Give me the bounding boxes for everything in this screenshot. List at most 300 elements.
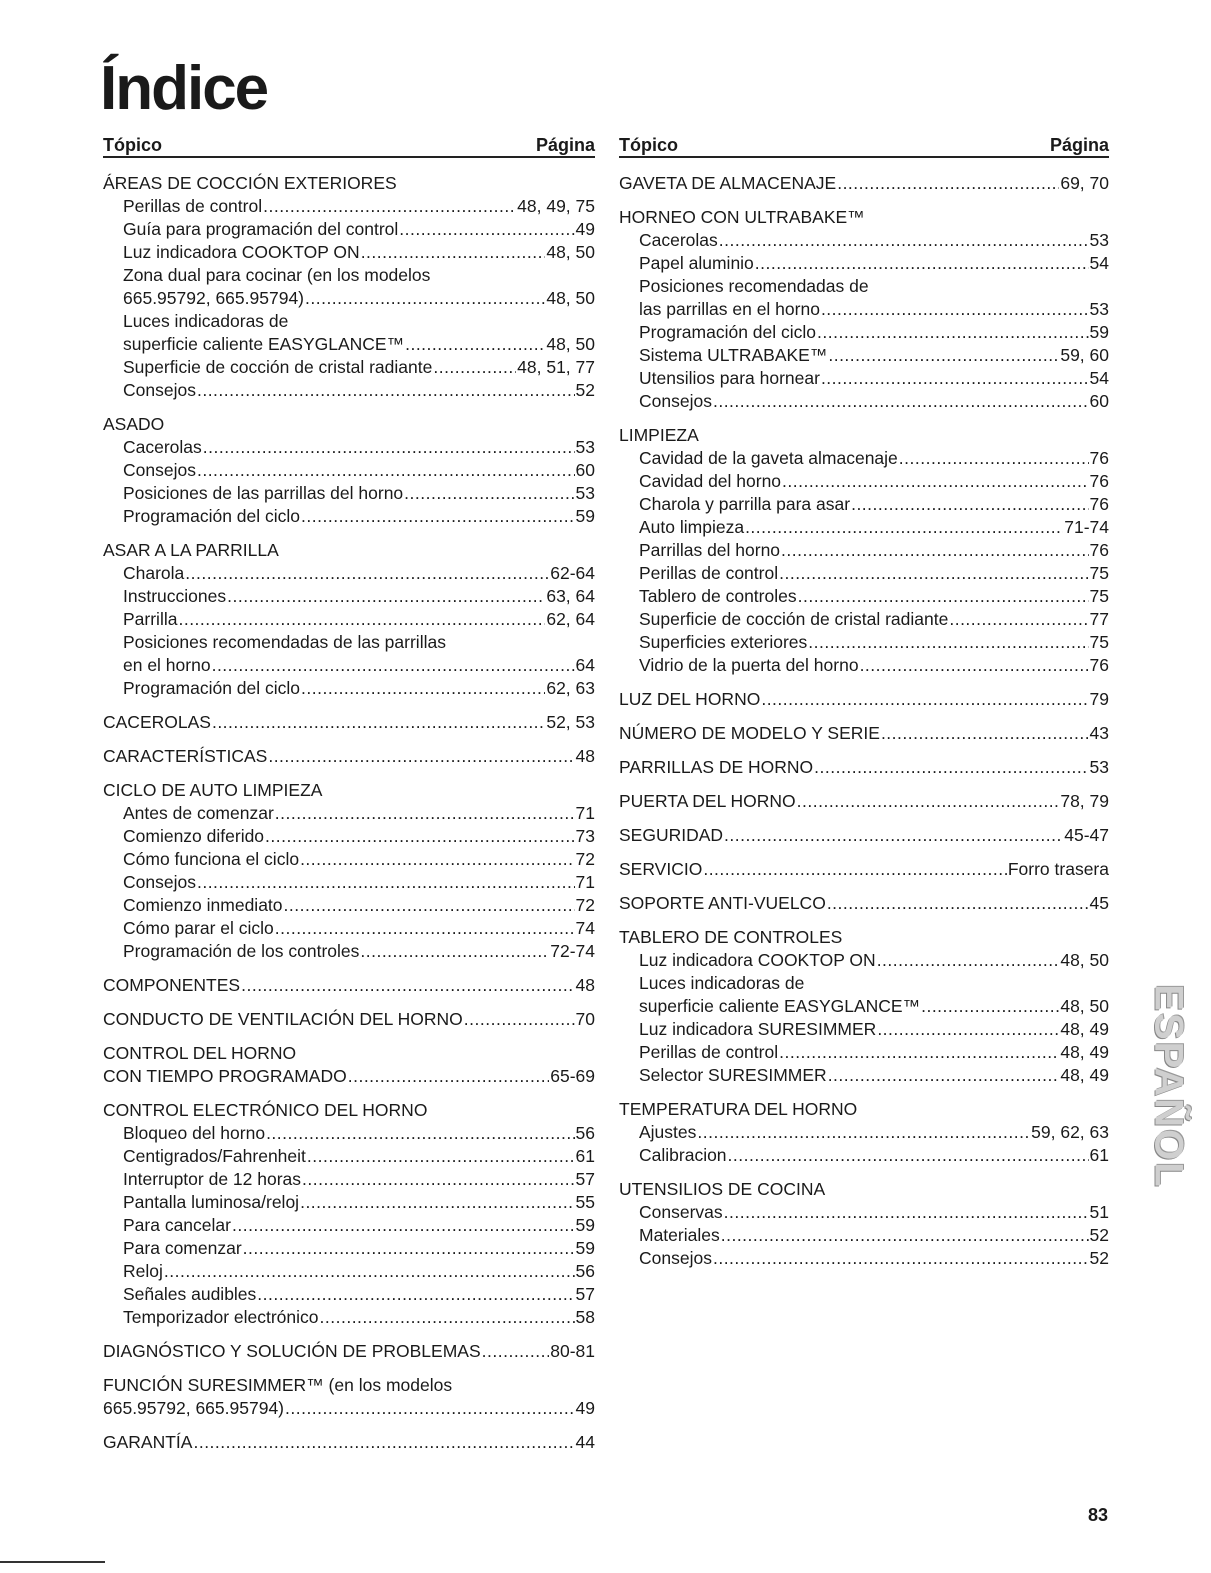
page-title: Índice [100,54,268,123]
dot-leader [837,172,1059,195]
dot-leader [193,1431,574,1454]
dot-leader [781,539,1088,562]
dot-leader [302,1168,575,1191]
entry-topic: Utensilios para hornear [639,368,820,388]
index-entry [619,654,1109,677]
section-heading [619,790,1109,813]
entry-topic: PARRILLAS DE HORNO [619,757,814,777]
entry-topic: Luz indicadora COOKTOP ON [123,242,360,262]
entry-pages: 49 [575,1398,595,1418]
entry-pages: 76 [1089,448,1109,468]
entry-topic: en el horno [123,655,211,675]
entry-topic: Superficie de cocción de cristal radiante [639,609,949,629]
section-heading: FUNCIÓN SURESIMMER™ (en los modelos [103,1375,453,1395]
section-heading [619,858,1109,881]
entry-topic: Programación del ciclo [123,678,301,698]
entry-pages: 48, 49 [1060,1042,1109,1062]
entry-pages: 76 [1089,494,1109,514]
entry-topic: Programación del ciclo [123,506,301,526]
dot-leader [268,745,574,768]
entry-pages: 57 [575,1169,595,1189]
entry-topic: Consejos [639,1248,712,1268]
entry-pages: 80-81 [550,1341,595,1361]
dot-leader [301,677,545,700]
section-heading: LIMPIEZA [619,425,699,445]
index-sections-left [103,172,595,1454]
section-heading [619,892,1109,915]
page-header: Página [1049,135,1109,155]
entry-pages: 71 [575,803,595,823]
entry-pages: 45 [1089,893,1109,913]
index-section [619,858,1109,881]
topic-header: Tópico [103,135,162,155]
index-entry [103,894,595,917]
index-section [103,974,595,997]
index-entry: Posiciones recomendadas de las parrillas [123,632,446,652]
entry-pages: 72 [575,849,595,869]
index-entry [103,379,595,402]
index-entry [103,1214,595,1237]
dot-leader [821,298,1089,321]
dot-leader [275,802,575,825]
dot-leader [755,252,1089,275]
dot-leader [185,562,549,585]
dot-leader [227,585,545,608]
dot-leader [713,1247,1089,1270]
entry-pages: 53 [575,483,595,503]
dot-leader [814,756,1088,779]
entry-topic: Cacerolas [639,230,718,250]
index-entry [103,505,595,528]
entry-pages: 62, 63 [546,678,595,698]
dot-leader [797,790,1060,813]
entry-pages: 52, 53 [546,712,595,732]
index-entry [103,871,595,894]
index-sections-right [619,172,1109,1270]
entry-pages: 56 [575,1261,595,1281]
entry-pages: 61 [1089,1145,1109,1165]
entry-topic: Temporizador electrónico [123,1307,319,1327]
index-entry [103,562,595,585]
dot-leader [827,892,1089,915]
entry-topic: SERVICIO [619,859,703,879]
dot-leader [275,917,575,940]
index-entry [619,539,1109,562]
index-entry [103,1283,595,1306]
entry-topic: Materiales [639,1225,720,1245]
index-entry [103,1306,595,1329]
section-heading: UTENSILIOS DE COCINA [619,1179,826,1199]
index-entry [619,1018,1109,1041]
index-section [103,539,595,700]
entry-topic: SEGURIDAD [619,825,724,845]
footer-rule [0,1561,105,1563]
entry-topic: Consejos [123,460,196,480]
dot-leader [300,1191,574,1214]
entry-pages: 76 [1089,540,1109,560]
index-section [619,1178,1109,1270]
dot-leader [307,1145,575,1168]
index-section [619,206,1109,413]
column-header [103,131,595,158]
entry-pages: 59, 62, 63 [1031,1122,1109,1142]
index-entry [103,654,595,677]
index-section [619,790,1109,813]
language-side-tab [1146,970,1191,1202]
entry-pages: 56 [575,1123,595,1143]
entry-topic: GAVETA DE ALMACENAJE [619,173,837,193]
entry-topic: NÚMERO DE MODELO Y SERIE [619,723,880,743]
entry-topic: Tablero de controles [639,586,797,606]
entry-pages: 64 [575,655,595,675]
entry-pages: 77 [1089,609,1109,629]
index-column-left [103,131,595,1465]
dot-leader [798,585,1089,608]
index-section [103,779,595,963]
entry-pages: 48, 50 [546,242,595,262]
index-entry [619,562,1109,585]
index-entry [619,995,1109,1018]
index-entry [103,482,595,505]
index-entry [619,1064,1109,1087]
entry-topic: Charola [123,563,185,583]
section-heading [103,1340,595,1363]
index-entry [103,802,595,825]
dot-leader [178,608,545,631]
index-entry [103,825,595,848]
index-section [619,172,1109,195]
dot-leader [881,722,1089,745]
section-heading [103,745,595,768]
entry-topic: Perillas de control [123,196,263,216]
dot-leader [745,516,1063,539]
index-entry [103,848,595,871]
dot-leader [348,1065,550,1088]
entry-pages: 48, 50 [546,334,595,354]
entry-topic: Calibracion [639,1145,727,1165]
dot-leader [263,195,516,218]
entry-pages: 59 [575,506,595,526]
dot-leader [404,482,574,505]
dot-leader [921,995,1059,1018]
entry-topic: CONDUCTO DE VENTILACIÓN DEL HORNO [103,1009,463,1029]
entry-pages: 76 [1089,655,1109,675]
entry-pages: 59 [575,1238,595,1258]
entry-pages: 59 [1089,322,1109,342]
entry-topic: superficie caliente EASYGLANCE™ [639,996,921,1016]
dot-leader [782,470,1088,493]
index-entry [103,1065,595,1088]
section-heading: TEMPERATURA DEL HORNO [619,1099,858,1119]
dot-leader [305,287,545,310]
index-entry [619,298,1109,321]
entry-topic: Cómo parar el ciclo [123,918,274,938]
dot-leader [257,1283,574,1306]
dot-leader [285,1397,575,1420]
dot-leader [779,1041,1059,1064]
index-section [103,1431,595,1454]
index-entry [619,585,1109,608]
section-heading: CICLO DE AUTO LIMPIEZA [103,780,323,800]
entry-topic: superficie caliente EASYGLANCE™ [123,334,405,354]
entry-pages: 75 [1089,563,1109,583]
entry-topic: Parrilla [123,609,178,629]
entry-pages: 76 [1089,471,1109,491]
index-entry [103,1168,595,1191]
entry-topic: Centigrados/Fahrenheit [123,1146,306,1166]
entry-topic: Luz indicadora SURESIMMER [639,1019,877,1039]
index-section [103,1099,595,1329]
dot-leader [808,631,1088,654]
entry-pages: 53 [1089,230,1109,250]
entry-pages: 59 [575,1215,595,1235]
entry-topic: Bloqueo del horno [123,1123,266,1143]
index-entry: Zona dual para cocinar (en los modelos [123,265,431,285]
index-entry [619,470,1109,493]
entry-topic: Auto limpieza [639,517,745,537]
dot-leader [828,344,1059,367]
topic-header: Tópico [619,135,678,155]
index-entry [619,367,1109,390]
index-entry [103,356,595,379]
entry-topic: LUZ DEL HORNO [619,689,761,709]
entry-pages: 75 [1089,632,1109,652]
entry-topic: Superficie de cocción de cristal radiante [123,357,433,377]
dot-leader [301,505,575,528]
index-entry [103,1122,595,1145]
entry-topic: Programación del ciclo [639,322,817,342]
dot-leader [360,940,549,963]
section-heading: ÁREAS DE COCCIÓN EXTERIORES [103,173,397,193]
dot-leader [851,493,1088,516]
index-entry [103,1145,595,1168]
dot-leader [300,848,574,871]
dot-leader [232,1214,575,1237]
dot-leader [899,447,1089,470]
entry-pages: 45-47 [1064,825,1109,845]
entry-topic: Cacerolas [123,437,202,457]
dot-leader [320,1306,575,1329]
index-section [103,413,595,528]
entry-topic: Para cancelar [123,1215,231,1235]
entry-pages: 58 [575,1307,595,1327]
entry-topic: CACEROLAS [103,712,211,732]
section-heading: ASAR A LA PARRILLA [103,540,279,560]
dot-leader [243,1237,575,1260]
dot-leader [703,858,1007,881]
dot-leader [877,949,1060,972]
entry-topic: Reloj [123,1261,163,1281]
index-entry [103,1191,595,1214]
index-entry [103,436,595,459]
index-entry [619,390,1109,413]
entry-topic: Guía para programación del control [123,219,399,239]
index-entry [619,1144,1109,1167]
index-section [619,892,1109,915]
dot-leader [284,894,575,917]
entry-pages: 62, 64 [546,609,595,629]
section-heading [619,824,1109,847]
entry-pages: 75 [1089,586,1109,606]
index-section [103,1008,595,1031]
entry-pages: 54 [1089,368,1109,388]
dot-leader [212,654,575,677]
index-section [619,926,1109,1087]
entry-pages: 48, 51, 77 [517,357,595,377]
dot-leader [713,390,1089,413]
dot-leader [203,436,575,459]
section-heading [103,1431,595,1454]
index-entry: Posiciones recomendadas de [639,276,869,296]
entry-pages: 52 [1089,1225,1109,1245]
index-entry [103,218,595,241]
entry-topic: Interruptor de 12 horas [123,1169,302,1189]
index-entry [103,940,595,963]
index-entry [103,677,595,700]
section-heading [619,688,1109,711]
index-entry [619,1224,1109,1247]
index-entry [619,608,1109,631]
entry-topic: Programación de los controles [123,941,360,961]
index-entry [103,608,595,631]
index-entry [103,1237,595,1260]
entry-pages: 52 [1089,1248,1109,1268]
section-heading [619,172,1109,195]
section-heading [619,756,1109,779]
entry-pages: 48 [575,975,595,995]
dot-leader [860,654,1089,677]
entry-pages: 62-64 [550,563,595,583]
index-entry [619,344,1109,367]
entry-pages: 53 [575,437,595,457]
entry-topic: Para comenzar [123,1238,242,1258]
entry-pages: 43 [1089,723,1109,743]
index-entry [619,229,1109,252]
entry-topic: GARANTÍA [103,1432,193,1452]
entry-pages: 73 [575,826,595,846]
entry-pages: 65-69 [550,1066,595,1086]
dot-leader [779,562,1088,585]
dot-leader [433,356,516,379]
entry-pages: 72-74 [550,941,595,961]
index-column-right [619,131,1109,1281]
entry-topic: Parrillas del horno [639,540,781,560]
index-entry [619,1121,1109,1144]
entry-topic: SOPORTE ANTI-VUELCO [619,893,826,913]
section-heading [103,974,595,997]
entry-pages: 78, 79 [1060,791,1109,811]
index-entry [103,1397,595,1420]
entry-pages: 71 [575,872,595,892]
entry-pages: 53 [1089,299,1109,319]
entry-pages: 74 [575,918,595,938]
dot-leader [949,608,1088,631]
entry-pages: 55 [575,1192,595,1212]
index-entry [103,1260,595,1283]
dot-leader [265,825,574,848]
dot-leader [724,824,1063,847]
entry-topic: Consejos [123,872,196,892]
section-heading [619,722,1109,745]
index-entry [103,917,595,940]
index-entry [619,447,1109,470]
entry-topic: Antes de comenzar [123,803,274,823]
entry-topic: Instrucciones [123,586,227,606]
index-entry [103,333,595,356]
dot-leader [399,218,574,241]
entry-pages: 48, 49 [1060,1065,1109,1085]
entry-topic: Luz indicadora COOKTOP ON [639,950,876,970]
index-section [619,688,1109,711]
entry-topic: Sistema ULTRABAKE™ [639,345,828,365]
section-heading [103,1008,595,1031]
index-section [619,424,1109,677]
dot-leader [405,333,545,356]
entry-topic: PUERTA DEL HORNO [619,791,796,811]
entry-topic: Consejos [639,391,712,411]
index-section [103,1374,595,1420]
dot-leader [719,229,1089,252]
page-header: Página [535,135,595,155]
index-section [619,1098,1109,1167]
entry-topic: CON TIEMPO PROGRAMADO [103,1066,347,1086]
entry-topic: Charola y parrilla para asar [639,494,851,514]
entry-topic: 665.95792, 665.95794) [123,288,304,308]
index-section [103,711,595,734]
index-entry [619,321,1109,344]
index-entry [103,459,595,482]
entry-pages: 48, 50 [546,288,595,308]
index-section [619,756,1109,779]
index-entry [103,241,595,264]
section-heading: HORNEO CON ULTRABAKE™ [619,207,865,227]
index-entry [619,1201,1109,1224]
section-heading: CONTROL ELECTRÓNICO DEL HORNO [103,1100,428,1120]
entry-pages: 51 [1089,1202,1109,1222]
entry-pages: 63, 64 [546,586,595,606]
dot-leader [761,688,1088,711]
index-entry [619,493,1109,516]
entry-topic: Cavidad del horno [639,471,782,491]
dot-leader [817,321,1089,344]
entry-pages: 48 [575,746,595,766]
dot-leader [721,1224,1089,1247]
page-number: 83 [1087,1505,1108,1525]
index-entry: Luces indicadoras de [639,973,805,993]
entry-topic: Comienzo diferido [123,826,265,846]
index-section [619,722,1109,745]
entry-pages: 57 [575,1284,595,1304]
dot-leader [266,1122,574,1145]
entry-pages: 69, 70 [1060,173,1109,193]
entry-pages: Forro trasera [1007,859,1109,879]
dot-leader [197,379,575,402]
entry-topic: Perillas de control [639,563,779,583]
dot-leader [697,1121,1030,1144]
dot-leader [197,459,575,482]
section-heading: ASADO [103,414,165,434]
dot-leader [821,367,1089,390]
index-section [103,745,595,768]
entry-topic: CARACTERÍSTICAS [103,746,268,766]
entry-topic: Papel aluminio [639,253,754,273]
index-section [103,172,595,402]
entry-pages: 60 [1089,391,1109,411]
section-heading: CONTROL DEL HORNO [103,1043,297,1063]
entry-pages: 72 [575,895,595,915]
index-entry [619,252,1109,275]
entry-topic: Perillas de control [639,1042,779,1062]
